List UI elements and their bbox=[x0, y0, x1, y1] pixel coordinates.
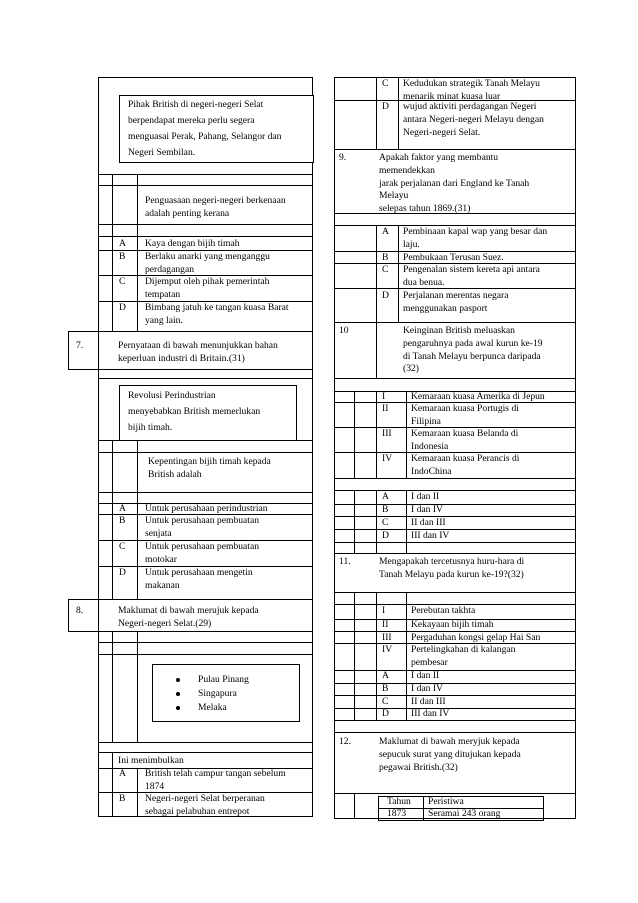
option-letter: C bbox=[382, 264, 389, 275]
statement-text: Kemaraan kuasa Belanda di Indonesia bbox=[411, 428, 519, 452]
question-stem: Penguasaan negeri-negeri berkenaan adalah penting kerana bbox=[145, 195, 286, 219]
option-text[interactable]: Negeri-negeri Selat berperanan sebagai pelabuhan entrepot bbox=[145, 793, 265, 817]
statement-text: Kemaraan kuasa Perancis di IndoChina bbox=[411, 453, 520, 477]
option-text[interactable]: Dijemput oleh pihak pemerintah tempatan bbox=[145, 276, 270, 300]
option-letter: A bbox=[119, 503, 126, 514]
roman-numeral: I bbox=[382, 605, 386, 616]
table-header: Peristiwa bbox=[428, 796, 464, 807]
option-text[interactable]: Untuk perusahaan perindustrian bbox=[145, 503, 268, 514]
option-letter: C bbox=[119, 541, 126, 552]
option-letter: D bbox=[382, 101, 389, 112]
option-text[interactable]: Perjalanan merentas negara menggunakan pasport bbox=[403, 290, 509, 314]
option-letter: D bbox=[119, 567, 126, 578]
roman-numeral: II bbox=[382, 619, 389, 630]
option-text[interactable]: Berlaku anarki yang menganggu perdagangan bbox=[145, 251, 270, 275]
roman-numeral: IV bbox=[382, 644, 393, 655]
option-text[interactable]: Untuk perusahaan mengetin makanan bbox=[145, 567, 253, 591]
roman-numeral: I bbox=[382, 391, 386, 402]
question-number: 10 bbox=[339, 325, 349, 336]
option-letter: A bbox=[382, 670, 389, 681]
roman-numeral: II bbox=[382, 403, 389, 414]
option-text[interactable]: wujud aktiviti perdagangan Negeri antara Negeri-negeri Melayu dengan Negeri-negeri Selat. bbox=[403, 101, 544, 138]
info-box-text: Pihak British di negeri-negeri Selat berpendapat mereka perlu segera menguasai Perak, Pahang, Selangor dan Negeri Sembilan. bbox=[128, 99, 282, 158]
settlement-list bbox=[172, 673, 297, 715]
option-letter: D bbox=[382, 290, 389, 301]
option-text[interactable]: I dan II bbox=[411, 670, 440, 681]
option-text[interactable]: II dan III bbox=[411, 696, 446, 707]
question-number: 7. bbox=[76, 340, 84, 351]
option-text[interactable]: Kaya dengan bijih timah bbox=[145, 238, 240, 249]
statement-text: Kemaraan kuasa Amerika di Jepun bbox=[411, 391, 545, 402]
question-text: Keinginan British meluaskan pengaruhnya pada awal kurun ke-19 di Tanah Melayu berpunca daripada (32) bbox=[403, 325, 543, 375]
option-text[interactable]: I dan II bbox=[411, 491, 440, 502]
statement-text: Pertelingkahan di kalangan pembesar bbox=[411, 644, 516, 668]
option-letter: C bbox=[382, 78, 389, 89]
question-number: 9. bbox=[339, 152, 347, 163]
question-text: Maklumat di bawah merujuk kepada Negeri-negeri Selat.(29) bbox=[118, 605, 259, 629]
question-number: 12. bbox=[339, 736, 351, 747]
info-box-text: Revolusi Perindustrian menyebabkan British memerlukan bijih timah. bbox=[128, 390, 261, 433]
option-letter: C bbox=[382, 517, 389, 528]
option-text[interactable]: Untuk perusahaan pembuatan senjata bbox=[145, 515, 260, 539]
option-letter: A bbox=[119, 238, 126, 249]
option-text[interactable]: III dan IV bbox=[411, 530, 450, 541]
option-text[interactable]: Pembukaan Terusan Suez. bbox=[403, 252, 504, 263]
option-letter: D bbox=[382, 708, 389, 719]
option-letter: A bbox=[382, 491, 389, 502]
option-text[interactable]: Pembinaan kapal wap yang besar dan laju. bbox=[403, 226, 548, 250]
question-stem: Kepentingan bijih timah kepada British adalah bbox=[148, 456, 271, 480]
option-letter: B bbox=[382, 252, 389, 263]
option-text[interactable]: Pengenalan sistem kereta api antara dua benua. bbox=[403, 264, 540, 288]
question-stem: Ini menimbulkan bbox=[118, 755, 184, 766]
statement-text: Perebutan takhta bbox=[411, 605, 476, 616]
table-header: Tahun bbox=[387, 796, 411, 807]
option-letter: D bbox=[382, 530, 389, 541]
option-letter: B bbox=[382, 504, 389, 515]
option-letter: C bbox=[382, 696, 389, 707]
list-item: Melaka bbox=[172, 701, 297, 715]
option-letter: B bbox=[119, 251, 126, 262]
question-text: Pernyataan di bawah menunjukkan bahan keperluan industri di Britain.(31) bbox=[118, 340, 278, 364]
question-text: Mengapakah tercetusnya huru-hara di Tanah Melayu pada kurun ke-19?(32) bbox=[379, 556, 525, 580]
option-letter: A bbox=[382, 226, 389, 237]
question-text: Maklumat di bawah meryjuk kepada sepucuk surat yang ditujukan kepada pegawai British.(32) bbox=[379, 736, 521, 773]
list-item: Pulau Pinang bbox=[172, 673, 297, 687]
option-text[interactable]: III dan IV bbox=[411, 708, 450, 719]
roman-numeral: IV bbox=[382, 453, 393, 464]
question-text: Apakah faktor yang membantu memendekkan jarak perjalanan dari England ke Tanah Melayu selepas tahun 1869.(31) bbox=[379, 152, 530, 215]
option-letter: B bbox=[119, 515, 126, 526]
question-number: 8. bbox=[76, 605, 84, 616]
option-text[interactable]: I dan IV bbox=[411, 683, 443, 694]
option-text[interactable]: British telah campur tangan sebelum 1874 bbox=[145, 768, 286, 792]
roman-numeral: III bbox=[382, 632, 392, 643]
table-cell: Seramai 243 orang bbox=[428, 808, 501, 819]
statement-text: Kekayaan bijih timah bbox=[411, 619, 494, 630]
roman-numeral: III bbox=[382, 428, 392, 439]
option-text[interactable]: Bimbang jatuh ke tangan kuasa Barat yang lain. bbox=[145, 302, 289, 326]
option-text[interactable]: Kedudukan strategik Tanah Melayu menarik minat kuasa luar bbox=[403, 78, 540, 102]
statement-text: Pergaduhan kongsi gelap Hai San bbox=[411, 632, 541, 643]
option-letter: A bbox=[119, 768, 126, 779]
table-cell: 1873 bbox=[387, 808, 407, 819]
option-letter: B bbox=[382, 683, 389, 694]
statement-text: Kemaraan kuasa Portugis di Filipina bbox=[411, 403, 519, 427]
list-item: Singapura bbox=[172, 687, 297, 701]
option-letter: C bbox=[119, 276, 126, 287]
option-letter: D bbox=[119, 302, 126, 313]
option-text[interactable]: II dan III bbox=[411, 517, 446, 528]
question-number: 11. bbox=[339, 556, 351, 567]
option-letter: B bbox=[119, 793, 126, 804]
option-text[interactable]: I dan IV bbox=[411, 504, 443, 515]
option-text[interactable]: Untuk perusahaan pembuatan motokar bbox=[145, 541, 260, 565]
